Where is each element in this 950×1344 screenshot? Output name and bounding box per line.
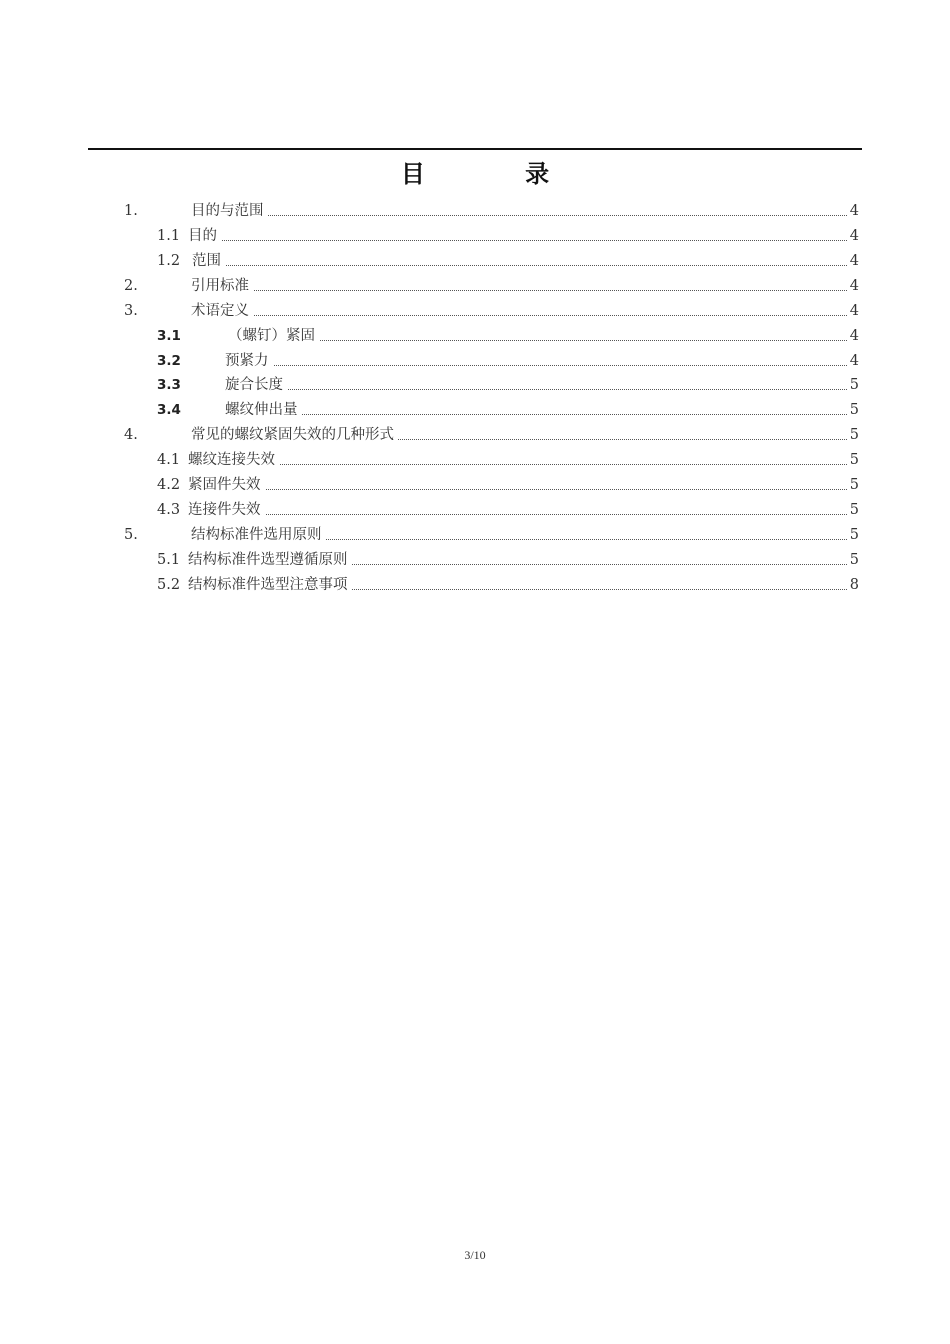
- toc-leader-dots: [225, 414, 847, 415]
- toc-leader-dots: [188, 489, 847, 490]
- toc-entry-title: 结构标准件选型注意事项: [188, 573, 352, 598]
- toc-entry-page: 4: [849, 349, 859, 374]
- toc-entry[interactable]: [0, 349, 950, 374]
- toc-entry-number: 5.: [124, 527, 138, 543]
- toc-entry-title: 结构标准件选型遵循原则: [188, 548, 352, 573]
- toc-entry-number: 3.1: [157, 328, 181, 344]
- toc-entry[interactable]: [0, 249, 950, 274]
- toc-entry-page: 4: [849, 274, 859, 299]
- toc-entry-title: 螺纹连接失效: [188, 448, 279, 473]
- toc-entry[interactable]: [0, 548, 950, 573]
- toc-entry-page: 5: [849, 423, 859, 448]
- toc-entry-number: 4.3: [157, 502, 181, 518]
- toc-entry-title: 常见的螺纹紧固失效的几种形式: [191, 423, 398, 448]
- toc-entry-number: 3.2: [157, 353, 181, 369]
- toc-entry[interactable]: [0, 423, 950, 448]
- toc-entry[interactable]: [0, 473, 950, 498]
- toc-entry-page: 4: [849, 199, 859, 224]
- toc-entry[interactable]: [0, 199, 950, 224]
- toc-leader-dots: [188, 464, 847, 465]
- toc-entry-title: 螺纹伸出量: [225, 398, 302, 423]
- toc-entry[interactable]: [0, 398, 950, 423]
- toc-leader-dots: [228, 340, 847, 341]
- toc-entry-page: 5: [849, 373, 859, 398]
- toc-entry[interactable]: [0, 573, 950, 598]
- toc-entry-title: 目的: [188, 224, 221, 249]
- toc-entry-number: 5.1: [157, 552, 181, 568]
- toc-leader-dots: [225, 365, 847, 366]
- toc-leader-dots: [188, 240, 847, 241]
- toc-entry-title: （螺钉）紧固: [228, 324, 319, 349]
- toc-heading: 目 录: [400, 160, 596, 188]
- toc-entry-title: 引用标准: [191, 274, 253, 299]
- toc-entry-title: 连接件失效: [188, 498, 265, 523]
- toc-entry-number: 3.3: [157, 377, 181, 393]
- toc-entry[interactable]: [0, 324, 950, 349]
- toc-entry[interactable]: [0, 299, 950, 324]
- toc-leader-dots: [188, 514, 847, 515]
- toc-entry[interactable]: [0, 448, 950, 473]
- toc-entry-number: 3.4: [157, 402, 181, 418]
- toc-entry-number: 3.: [124, 303, 138, 319]
- toc-entry-page: 4: [849, 299, 859, 324]
- toc-entry[interactable]: [0, 373, 950, 398]
- toc-entry-title: 结构标准件选用原则: [191, 523, 326, 548]
- toc-entry-title: 范围: [192, 249, 225, 274]
- toc-leader-dots: [225, 389, 847, 390]
- toc-leader-dots: [191, 315, 847, 316]
- toc-entry-page: 5: [849, 473, 859, 498]
- toc-leader-dots: [191, 215, 847, 216]
- header-rule: [88, 148, 862, 150]
- toc-entry-number: 2.: [124, 278, 138, 294]
- toc-entry-title: 术语定义: [191, 299, 253, 324]
- toc-entry-number: 4.: [124, 427, 138, 443]
- toc-entry-title: 目的与范围: [191, 199, 268, 224]
- toc-entry-page: 4: [849, 249, 859, 274]
- toc-entry-page: 8: [849, 573, 859, 598]
- toc-leader-dots: [191, 290, 847, 291]
- toc-entry-page: 5: [849, 548, 859, 573]
- toc-entry[interactable]: [0, 224, 950, 249]
- toc-entry-number: 4.2: [157, 477, 181, 493]
- toc-leader-dots: [192, 265, 847, 266]
- toc-entry[interactable]: [0, 523, 950, 548]
- page-number-footer: 3/10: [464, 1248, 486, 1262]
- toc-entry-page: 5: [849, 448, 859, 473]
- toc-entry-number: 4.1: [157, 452, 181, 468]
- toc-entry-number: 1.2: [157, 253, 181, 269]
- toc-entry-title: 紧固件失效: [188, 473, 265, 498]
- toc-entry-page: 5: [849, 398, 859, 423]
- toc-entry-page: 4: [849, 224, 859, 249]
- toc-entry-page: 4: [849, 324, 859, 349]
- toc-entry-page: 5: [849, 498, 859, 523]
- toc-entry-title: 预紧力: [225, 349, 273, 374]
- toc-entry[interactable]: [0, 498, 950, 523]
- toc-entry-number: 1.: [124, 203, 138, 219]
- toc-entry[interactable]: [0, 274, 950, 299]
- toc-entry-number: 1.1: [157, 228, 181, 244]
- toc-entry-title: 旋合长度: [225, 373, 287, 398]
- toc-entry-number: 5.2: [157, 577, 181, 593]
- toc-entry-page: 5: [849, 523, 859, 548]
